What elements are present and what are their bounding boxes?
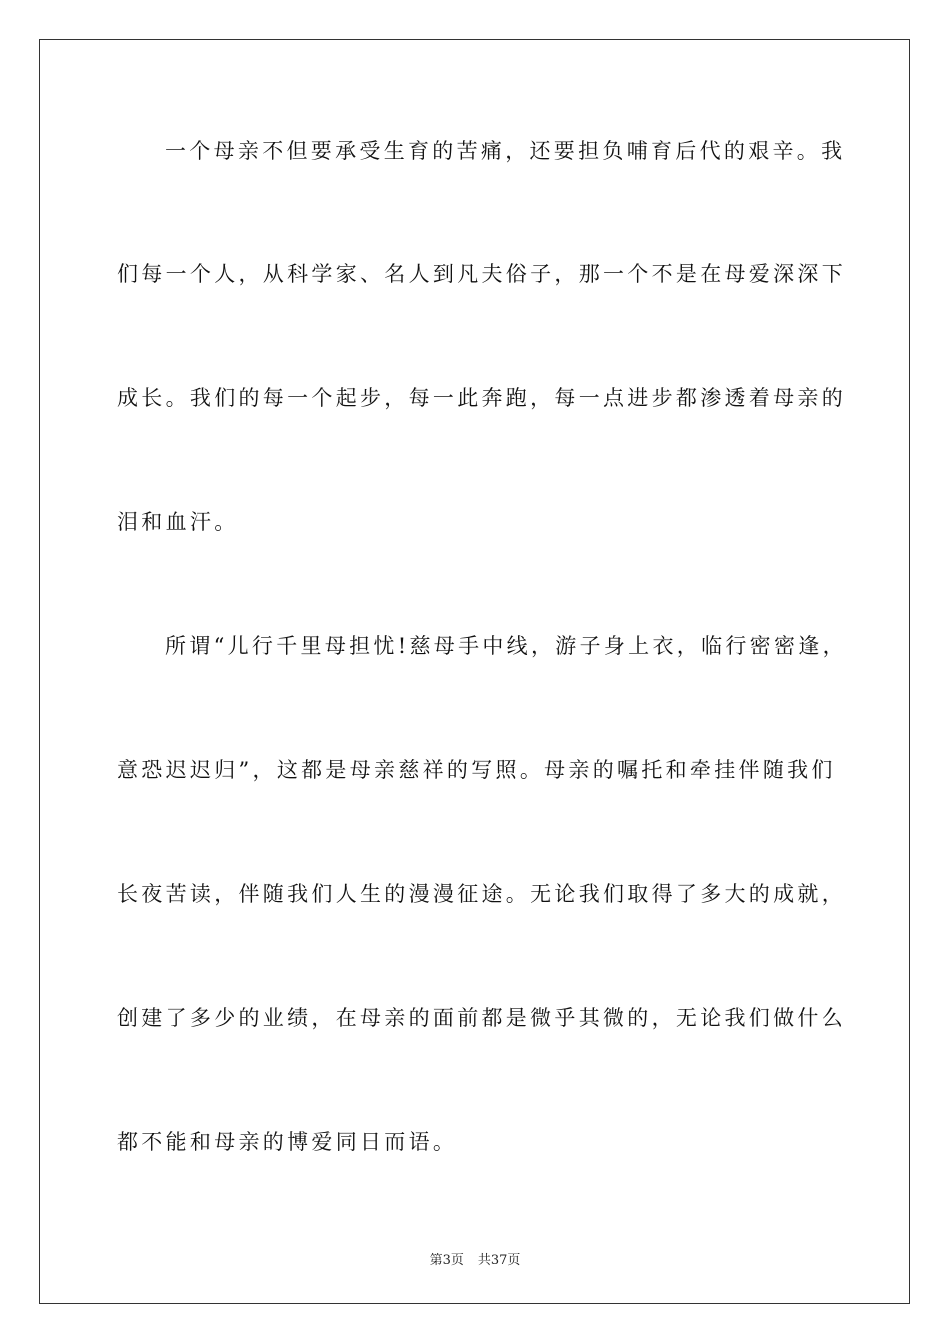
paragraph-1-line-1: 一个母亲不但要承受生育的苦痛，还要担负哺育后代的艰辛。我 bbox=[165, 139, 846, 163]
paragraph-1-line-4: 泪和血汗。 bbox=[117, 510, 239, 534]
paragraph-2-line-2: 意恐迟迟归”，这都是母亲慈祥的写照。母亲的嘱托和牵挂伴随我们 bbox=[117, 758, 836, 782]
paragraph-1-line-2: 们每一个人，从科学家、名人到凡夫俗子，那一个不是在母爱深深下 bbox=[117, 262, 846, 286]
page-border bbox=[39, 39, 910, 1304]
page-footer bbox=[0, 1249, 950, 1268]
paragraph-2-line-3: 长夜苦读，伴随我们人生的漫漫征途。无论我们取得了多大的成就， bbox=[117, 882, 846, 906]
paragraph-2-line-5: 都不能和母亲的博爱同日而语。 bbox=[117, 1130, 458, 1154]
total-pages: 共37页 bbox=[477, 1253, 521, 1268]
page-number: 第3页 bbox=[429, 1253, 464, 1268]
paragraph-2-line-4: 创建了多少的业绩，在母亲的面前都是微乎其微的，无论我们做什么 bbox=[117, 1006, 846, 1030]
paragraph-1-line-3: 成长。我们的每一个起步，每一此奔跑，每一点进步都渗透着母亲的 bbox=[117, 386, 846, 410]
paragraph-2-line-1: 所谓“儿行千里母担忧!慈母手中线，游子身上衣，临行密密逢， bbox=[165, 634, 847, 658]
